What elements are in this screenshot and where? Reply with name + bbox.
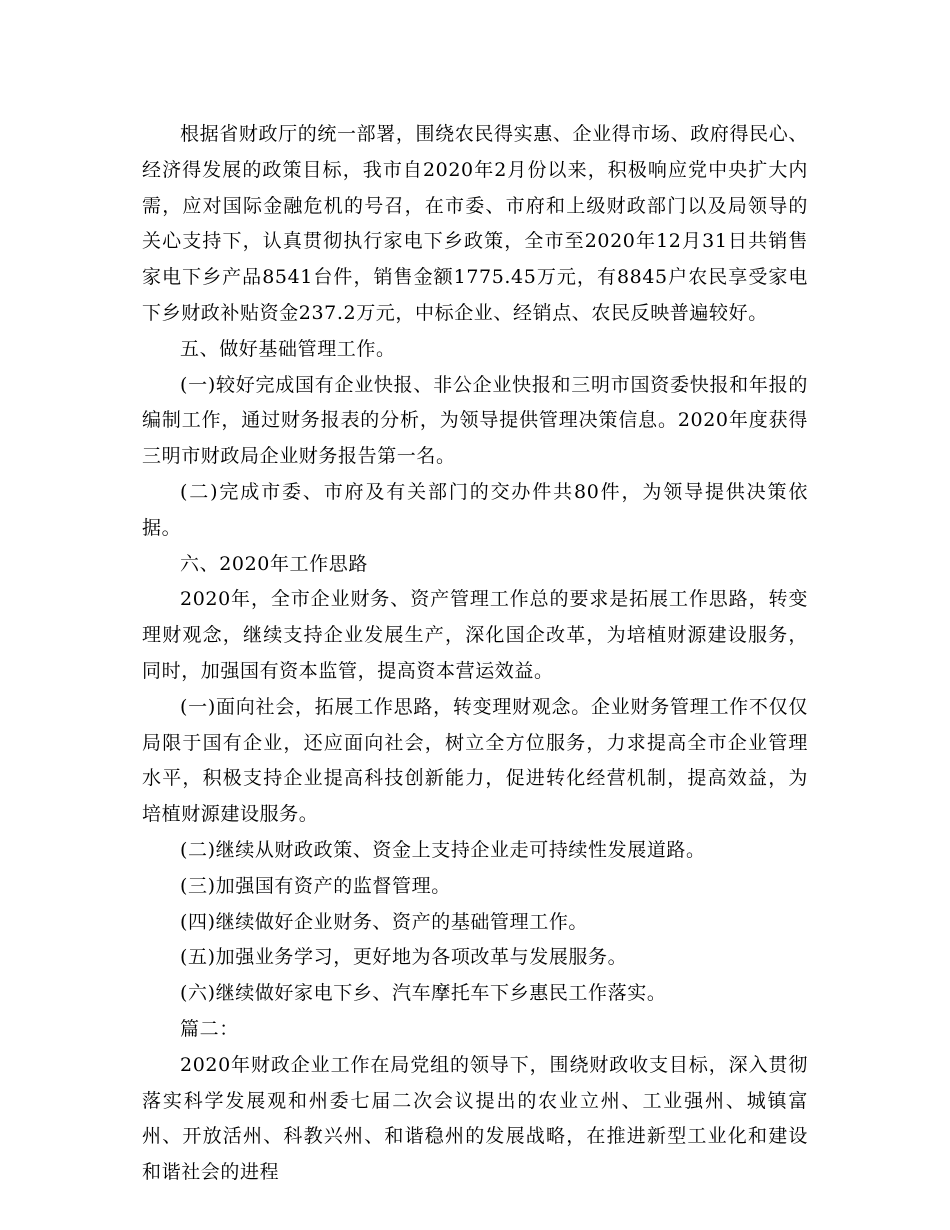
paragraph-overall-requirements: 2020年，全市企业财务、资产管理工作总的要求是拓展工作思路，转变理财观念，继续支持企业发展生产，深化国企改革，为培植财源建设服务，同时，加强国有资本监管，提高资本营运效益。 (142, 588, 808, 682)
paragraph-plan-item-2: (二)继续从财政政策、资金上支持企业走可持续性发展道路。 (180, 838, 706, 861)
heading-work-plan: 六、2020年工作思路 (180, 552, 368, 575)
heading-basic-management: 五、做好基础管理工作。 (180, 337, 396, 360)
document-body (142, 117, 808, 1191)
paragraph-item-1-reports: (一)较好完成国有企业快报、非公企业快报和三明市国资委快报和年报的编制工作，通过财务报表的分析，为领导提供管理决策信息。2020年度获得三明市财政局企业财务报告第一名。 (142, 373, 808, 468)
paragraph-plan-item-4: (四)继续做好企业财务、资产的基础管理工作。 (180, 910, 589, 933)
paragraph-part-two-intro: 2020年财政企业工作在局党组的领导下，围绕财政收支目标，深入贯彻落实科学发展观和州委七届二次会议提出的农业立州、工业强州、城镇富州、开放活州、科教兴州、和谐稳州的发展战略，在推进新型工业化和建设和谐社会的进程 (142, 1053, 808, 1184)
paragraph-plan-item-1: (一)面向社会，拓展工作思路，转变理财观念。企业财务管理工作不仅仅局限于国有企业，还应面向社会，树立全方位服务，力求提高全市企业管理水平，积极支持企业提高科技创新能力，促进转化经营机制，提高效益，为培植财源建设服务。 (142, 695, 808, 826)
paragraph-item-2-assignments: (二)完成市委、市府及有关部门的交办件共80件，为领导提供决策依据。 (142, 480, 808, 539)
paragraph-home-appliances-policy: 根据省财政厅的统一部署，围绕农民得实惠、企业得市场、政府得民心、经济得发展的政策目标，我市自2020年2月份以来，积极响应党中央扩大内需，应对国际金融危机的号召，在市委、市府和上级财政部门以及局领导的关心支持下，认真贯彻执行家电下乡政策，全市至2020年12月31日共销售家电下乡产品8541台件，销售金额1775.45万元，有8845户农民享受家电下乡财政补贴资金237.2万元，中标企业、经销点、农民反映普遍较好。 (142, 123, 808, 324)
paragraph-plan-item-3: (三)加强国有资产的监督管理。 (180, 874, 451, 897)
heading-part-two: 篇二： (180, 1017, 239, 1040)
paragraph-plan-item-6: (六)继续做好家电下乡、汽车摩托车下乡惠民工作落实。 (180, 982, 667, 1005)
paragraph-plan-item-5: (五)加强业务学习，更好地为各项改革与发展服务。 (180, 946, 628, 969)
